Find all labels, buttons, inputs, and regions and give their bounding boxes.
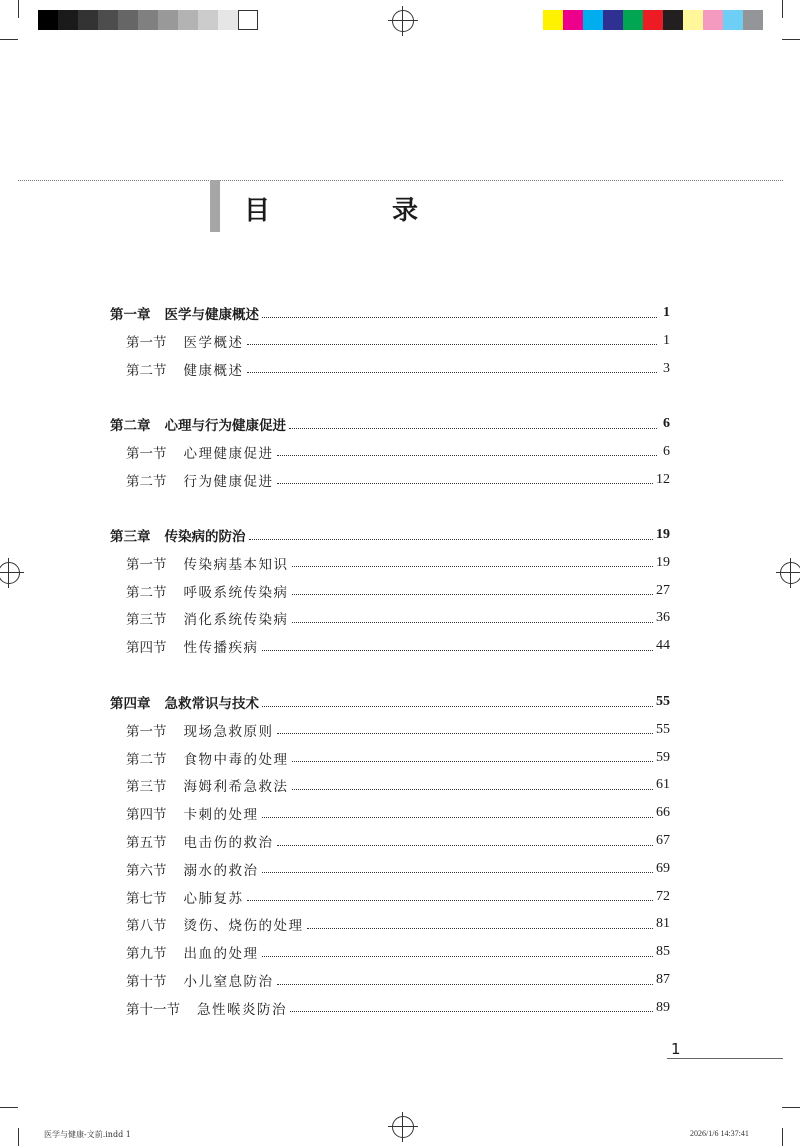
swatch — [723, 10, 743, 30]
toc-chapter-entry[interactable] — [110, 525, 670, 545]
toc-section-entry[interactable] — [110, 442, 670, 462]
swatch — [743, 10, 763, 30]
dot-leader — [292, 761, 654, 762]
dot-leader — [247, 344, 658, 345]
dot-leader — [292, 566, 654, 567]
section-page-number: 61 — [656, 777, 670, 793]
section-number: 第四节 — [126, 640, 167, 657]
section-number: 第三节 — [126, 779, 167, 796]
section-page-number: 59 — [656, 749, 670, 765]
section-title: 心理健康促进 — [183, 445, 274, 462]
crop-mark — [18, 1128, 19, 1146]
dot-leader — [290, 1011, 653, 1012]
section-page-number: 19 — [656, 554, 670, 570]
dot-leader — [262, 872, 654, 873]
toc-chapter-entry[interactable] — [110, 414, 670, 434]
section-number: 第一节 — [126, 723, 167, 740]
dot-leader — [292, 594, 654, 595]
crop-mark — [782, 1128, 783, 1146]
registration-mark-left — [0, 558, 24, 588]
swatch — [218, 10, 238, 30]
toc-section-entry[interactable] — [110, 608, 670, 628]
swatch — [623, 10, 643, 30]
toc-section-entry[interactable] — [110, 470, 670, 490]
section-number: 第二节 — [126, 362, 167, 379]
chapter-page-number: 19 — [656, 527, 670, 542]
section-title: 电击伤的救治 — [183, 835, 274, 851]
dot-leader — [277, 733, 654, 734]
chapter-number: 第三章 — [110, 529, 151, 545]
crop-mark — [18, 0, 19, 18]
registration-mark-top — [388, 6, 418, 36]
swatch — [583, 10, 603, 30]
swatch — [78, 10, 98, 30]
section-number: 第一节 — [126, 556, 167, 573]
title-accent-bar — [210, 180, 220, 232]
section-title: 食物中毒的处理 — [183, 751, 289, 768]
section-number: 第五节 — [126, 835, 167, 851]
section-page-number: 6 — [663, 443, 670, 459]
dot-leader — [292, 622, 654, 623]
section-title: 消化系统传染病 — [183, 612, 289, 629]
dot-leader — [262, 817, 654, 818]
toc-section-entry[interactable] — [110, 581, 670, 601]
section-number: 第七节 — [126, 890, 167, 907]
dot-leader — [289, 428, 657, 429]
section-number: 第二节 — [126, 584, 167, 601]
swatch — [138, 10, 158, 30]
toc-section-entry[interactable] — [110, 859, 670, 879]
section-title: 溺水的救治 — [183, 862, 259, 879]
registration-mark-right — [776, 558, 800, 588]
crop-mark — [782, 1107, 800, 1108]
swatch — [683, 10, 703, 30]
toc-section-entry[interactable] — [110, 553, 670, 573]
section-page-number: 36 — [656, 610, 670, 626]
section-number: 第四节 — [126, 807, 167, 824]
section-number: 第十一节 — [126, 1001, 180, 1018]
timestamp-slug: 2026/1/6 14:37:41 — [690, 1129, 749, 1138]
dot-leader — [277, 483, 654, 484]
section-title: 性传播疾病 — [183, 640, 259, 657]
swatch — [563, 10, 583, 30]
swatch — [158, 10, 178, 30]
section-page-number: 27 — [656, 582, 670, 598]
section-title: 出血的处理 — [183, 946, 259, 963]
toc-section-entry[interactable] — [110, 998, 670, 1018]
section-number: 第八节 — [126, 918, 167, 935]
page-title: 目 录 — [244, 196, 467, 226]
dot-leader — [262, 956, 654, 957]
toc-section-entry[interactable] — [110, 636, 670, 656]
section-title: 呼吸系统传染病 — [183, 584, 289, 601]
section-page-number: 55 — [656, 721, 670, 737]
toc-section-entry[interactable] — [110, 748, 670, 768]
toc-section-entry[interactable] — [110, 914, 670, 934]
crop-mark — [782, 39, 800, 40]
section-title: 医学概述 — [183, 334, 244, 351]
file-slug: 医学与健康-文前.indd 1 — [44, 1130, 131, 1139]
chapter-page-number: 1 — [663, 305, 670, 320]
swatch — [663, 10, 683, 30]
section-title: 小儿窒息防治 — [183, 974, 274, 990]
swatch — [198, 10, 218, 30]
toc-section-entry[interactable] — [110, 970, 670, 990]
swatch — [643, 10, 663, 30]
section-title: 现场急救原则 — [183, 723, 274, 740]
dot-leader — [292, 789, 654, 790]
chapter-number: 第一章 — [110, 307, 151, 323]
crop-mark — [0, 1107, 18, 1108]
section-page-number: 85 — [656, 944, 670, 960]
dot-leader — [249, 539, 654, 540]
toc-chapter-entry[interactable] — [110, 303, 670, 323]
section-number: 第二节 — [126, 751, 167, 768]
section-number: 第十节 — [126, 974, 167, 990]
section-number: 第二节 — [126, 473, 167, 490]
section-number: 第三节 — [126, 612, 167, 629]
section-page-number: 3 — [663, 360, 670, 376]
section-number: 第一节 — [126, 445, 167, 462]
section-number: 第九节 — [126, 946, 167, 963]
section-page-number: 89 — [656, 999, 670, 1015]
toc-section-entry[interactable] — [110, 720, 670, 740]
section-title: 卡刺的处理 — [183, 807, 259, 824]
section-page-number: 81 — [656, 916, 670, 932]
section-number: 第六节 — [126, 862, 167, 879]
toc-section-entry[interactable] — [110, 331, 670, 351]
dot-leader — [277, 984, 654, 985]
section-page-number: 67 — [656, 833, 670, 848]
dot-leader — [262, 706, 653, 707]
color-calibration-bar — [543, 10, 763, 30]
section-page-number: 12 — [656, 471, 670, 487]
section-title: 海姆利希急救法 — [183, 779, 289, 796]
section-page-number: 72 — [656, 888, 670, 904]
chapter-title: 医学与健康概述 — [164, 307, 259, 323]
chapter-number: 第二章 — [110, 418, 151, 434]
section-title: 健康概述 — [183, 362, 244, 379]
section-title: 心肺复苏 — [183, 890, 244, 907]
crop-mark — [0, 39, 18, 40]
toc-chapter-entry[interactable] — [110, 692, 670, 712]
swatch — [38, 10, 58, 30]
dot-leader — [262, 317, 657, 318]
chapter-page-number: 6 — [663, 416, 670, 431]
header-dotted-rule — [18, 180, 783, 181]
crop-mark — [782, 0, 783, 18]
section-title: 行为健康促进 — [183, 473, 274, 490]
swatch — [58, 10, 78, 30]
swatch — [178, 10, 198, 30]
section-number: 第一节 — [126, 334, 167, 351]
section-page-number: 87 — [656, 972, 670, 987]
chapter-title: 急救常识与技术 — [164, 696, 259, 712]
chapter-title: 传染病的防治 — [164, 529, 246, 545]
toc-section-entry[interactable] — [110, 942, 670, 962]
folio-rule — [667, 1058, 783, 1059]
swatch — [543, 10, 563, 30]
toc-section-entry[interactable] — [110, 803, 670, 823]
swatch — [703, 10, 723, 30]
dot-leader — [247, 372, 658, 373]
toc-section-entry[interactable] — [110, 359, 670, 379]
section-title: 烫伤、烧伤的处理 — [183, 918, 304, 935]
gray-calibration-bar — [38, 10, 258, 30]
page-number: 1 — [671, 1040, 681, 1058]
dot-leader — [307, 928, 654, 929]
chapter-number: 第四章 — [110, 696, 151, 712]
registration-mark-bottom — [388, 1112, 418, 1142]
dot-leader — [277, 455, 658, 456]
dot-leader — [247, 900, 654, 901]
toc-section-entry[interactable] — [110, 887, 670, 907]
chapter-title: 心理与行为健康促进 — [164, 418, 286, 434]
swatch — [603, 10, 623, 30]
swatch — [118, 10, 138, 30]
swatch — [238, 10, 258, 30]
section-page-number: 1 — [663, 332, 670, 348]
toc-section-entry[interactable] — [110, 831, 670, 851]
chapter-page-number: 55 — [656, 694, 670, 709]
section-title: 传染病基本知识 — [183, 556, 289, 573]
dot-leader — [262, 650, 654, 651]
toc-section-entry[interactable] — [110, 775, 670, 795]
section-page-number: 69 — [656, 860, 670, 876]
section-page-number: 44 — [656, 638, 670, 654]
section-page-number: 66 — [656, 805, 670, 821]
swatch — [98, 10, 118, 30]
dot-leader — [277, 845, 654, 846]
section-title: 急性喉炎防治 — [197, 1001, 287, 1018]
